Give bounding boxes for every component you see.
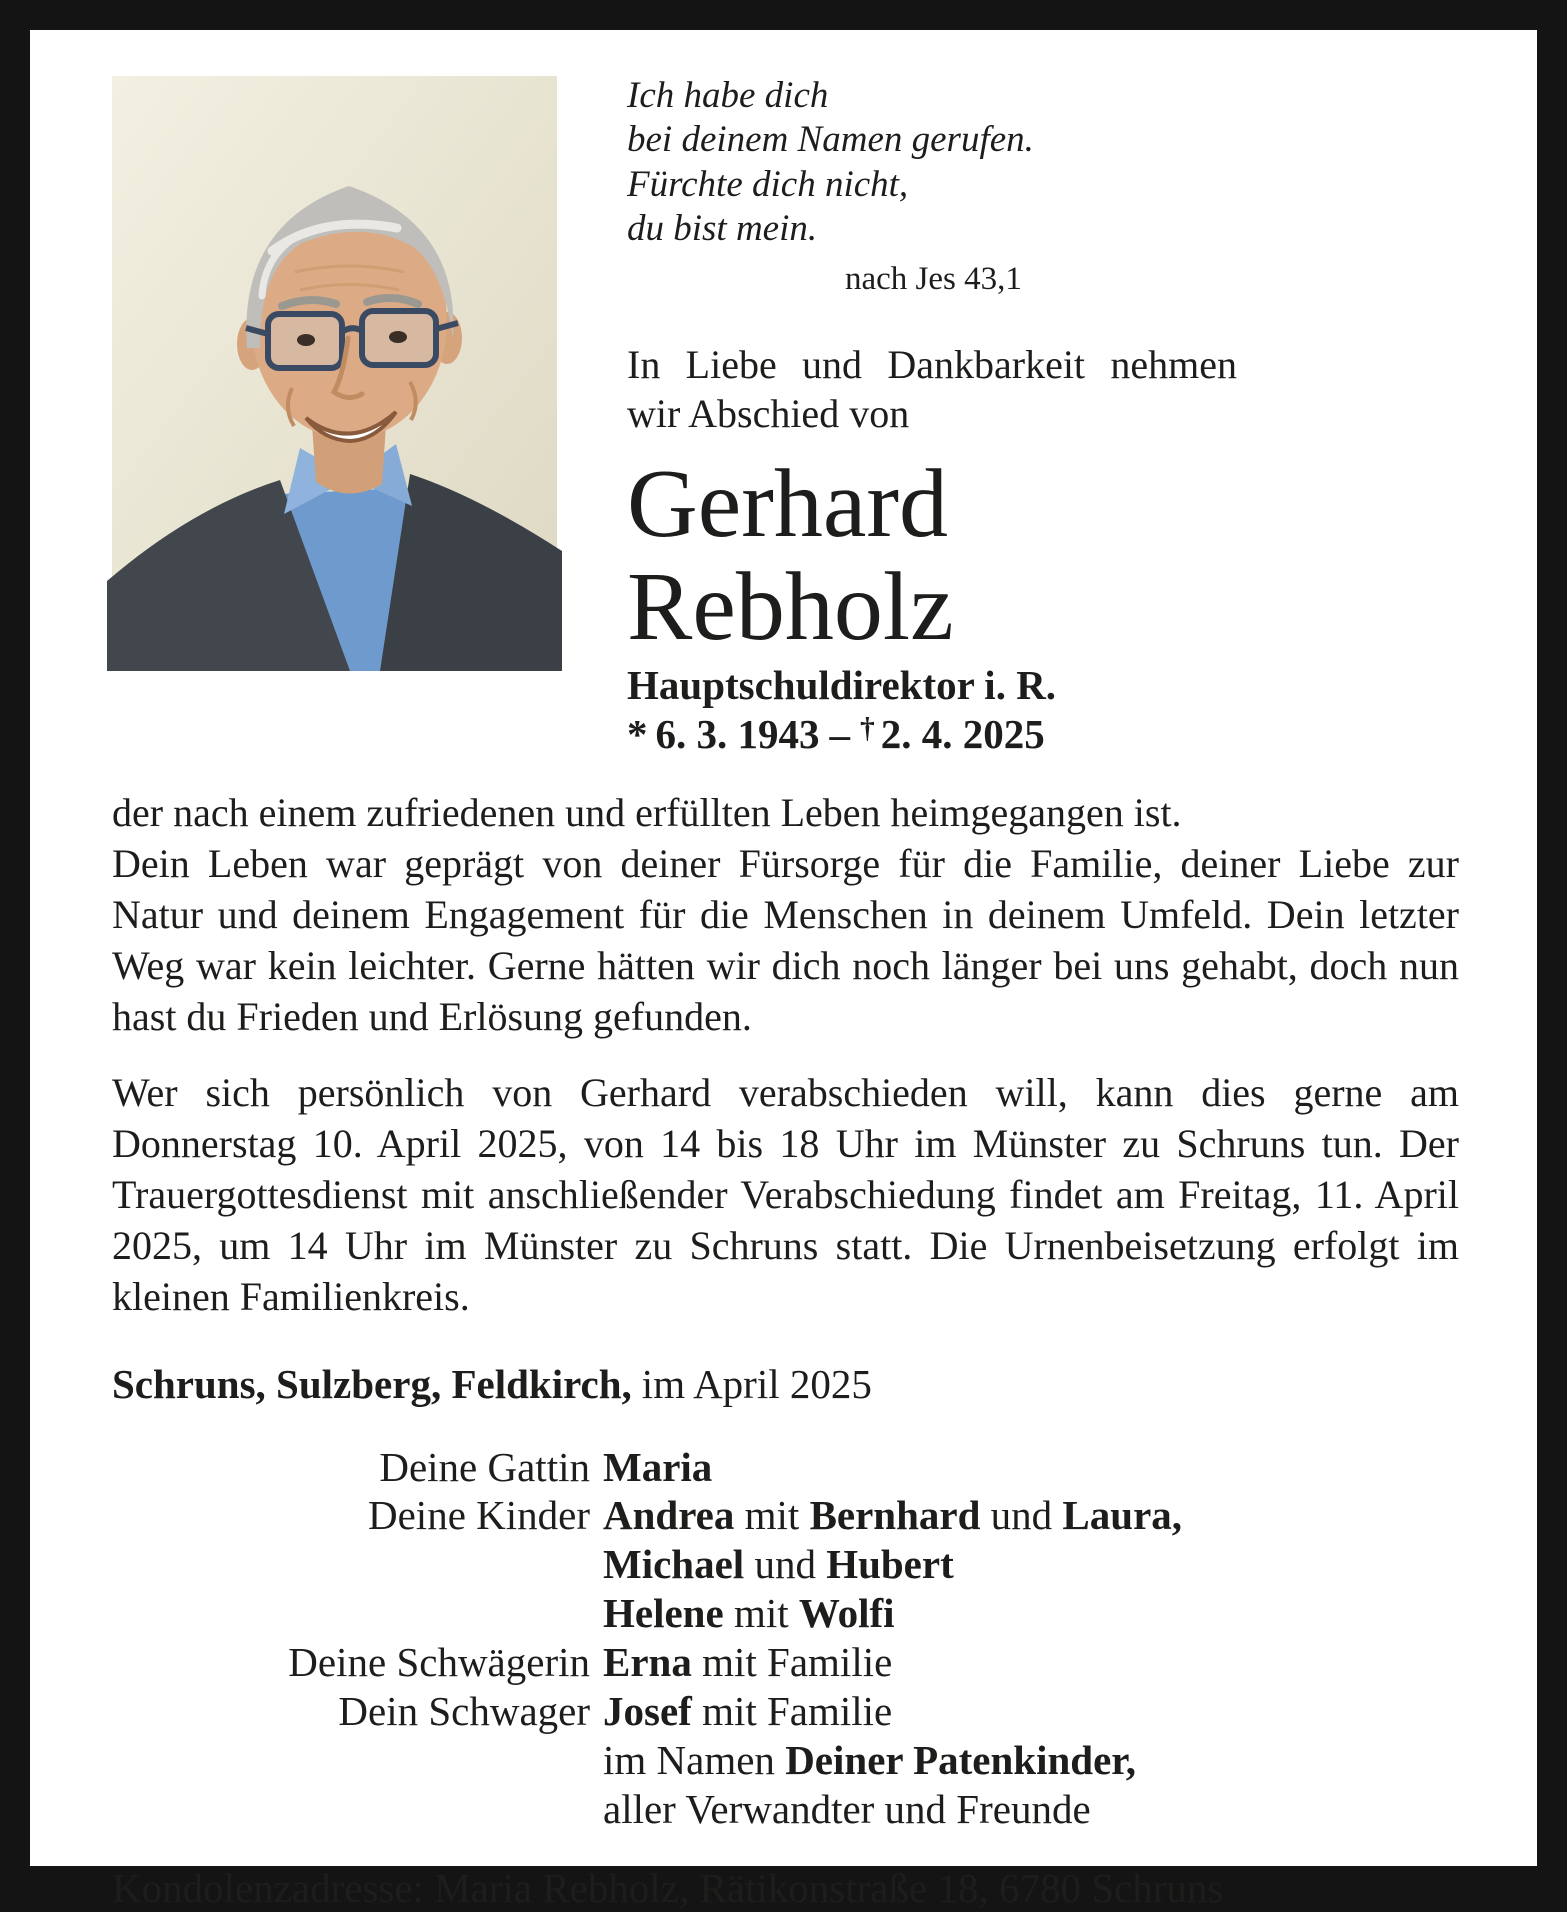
paragraph-funeral-info: Wer sich persönlich von Gerhard verabschieden will, kann dies gerne am Donnerstag 10. April 2025, von 14 bis 18 Uhr im Münster zu Schruns tun. Der Trauergottesdienst mit anschließender Verabschiedung findet am Freitag, 11. April 2025, um 14 Uhr im Münster zu Schruns statt. Die Urnenbeisetzung erfolgt im kleinen Familienkreis.: [112, 1070, 1459, 1319]
birth-symbol: *: [627, 711, 648, 758]
family-list: [112, 1444, 1459, 1835]
quote-line: Ich habe dich: [627, 75, 829, 116]
obituary-body: [112, 758, 1459, 1322]
family-label: [112, 1541, 590, 1589]
deceased-last-name: Rebholz: [627, 552, 954, 661]
family-members: Josef mit Familie: [603, 1688, 893, 1735]
family-label: [112, 1786, 590, 1834]
deceased-title: Hauptschuldirektor i. R.: [627, 661, 1057, 708]
family-members: im Namen Deiner Patenkinder,: [603, 1737, 1136, 1784]
quote-line: Fürchte dich nicht,: [627, 163, 909, 205]
intro-text: In Liebe und Dankbarkeit nehmen wir Abschied von: [627, 342, 1237, 436]
family-members: Helene mit Wolfi: [603, 1590, 895, 1637]
portrait-photo: [112, 76, 557, 671]
birth-date: 6. 3. 1943: [655, 711, 820, 758]
death-symbol: †: [860, 713, 875, 746]
family-label: Deine Kinder: [368, 1492, 590, 1539]
family-members: Michael und Hubert: [603, 1541, 954, 1588]
family-members: Maria: [603, 1443, 713, 1490]
header-section: [112, 70, 1459, 758]
place-date-line: [112, 1360, 1459, 1409]
paragraph-life-rest: Dein Leben war geprägt von deiner Fürsorge für die Familie, deiner Liebe zur Natur und deinem Engagement für die Menschen in deinem Umfeld. Dein letzter Weg war kein leichter. Gerne hätten wir dich noch länger bei uns gehabt, doch nun hast du Frieden und Erlösung gefunden.: [112, 841, 1459, 1039]
family-members: aller Verwandter und Freunde: [603, 1786, 1091, 1833]
deceased-name: [627, 449, 1237, 661]
place-names: Schruns, Sulzberg, Feldkirch,: [112, 1361, 632, 1408]
death-date: 2. 4. 2025: [880, 711, 1045, 758]
life-dates: [627, 712, 1237, 758]
quote: [627, 74, 1237, 299]
family-label: Deine Schwägerin: [288, 1639, 590, 1686]
quote-line: bei deinem Namen gerufen.: [627, 119, 1034, 161]
condolence-address: Kondolenzadresse: Maria Rebholz, Rätikonstraße 18, 6780 Schruns: [112, 1865, 1224, 1912]
quote-source: nach Jes 43,1: [845, 260, 1022, 297]
paragraph-life-line1: der nach einem zufriedenen und erfüllten Leben heimgegangen ist.: [112, 790, 1182, 836]
headline-column: [627, 70, 1237, 758]
dates-dash: –: [829, 711, 850, 758]
family-members: Andrea mit Bernhard und Laura,: [603, 1492, 1183, 1539]
family-label: Dein Schwager: [338, 1688, 590, 1735]
portrait-illustration: [112, 76, 557, 671]
deceased-first-name: Gerhard: [627, 449, 949, 558]
place-date: im April 2025: [641, 1361, 872, 1408]
family-label: [112, 1737, 590, 1785]
family-label: [112, 1590, 590, 1638]
family-label: Deine Gattin: [379, 1443, 590, 1490]
obituary-card: [30, 30, 1537, 1912]
quote-line: du bist mein.: [627, 208, 818, 250]
family-members: Erna mit Familie: [603, 1639, 893, 1686]
